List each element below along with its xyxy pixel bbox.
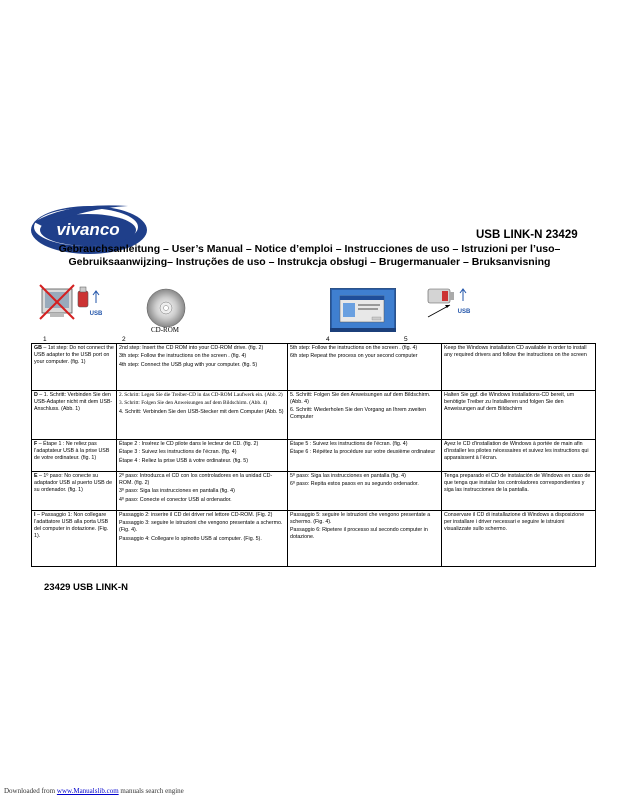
manual-languages-line-2: Gebruiksaanwijzing– Instruções de uso – Instrukcja obsługi – Brugermanualer – Bruksanvisning	[68, 256, 551, 268]
table-cell: Keep the Windows installation CD available in order to install any required drivers and follow the instructions on the screen	[442, 344, 596, 391]
table-cell: Étape 5 : Suivez les instructions de l’écran. (fig. 4) Étape 6 : Répétez la procédure sur votre deuxième ordinateur	[288, 440, 442, 472]
table-cell: F – Étape 1 : Ne reliez pas l’adaptateur USB à la prise USB de votre ordinateur. (fig. 1)	[32, 440, 117, 472]
table-cell: 2nd step: Insert the CD ROM into your CD-ROM drive. (fig. 2) 3th step: Follow the instructions on the screen . (fig. 4) 4th step: Connect the USB plug with your computer. (fig. 5)	[117, 344, 288, 391]
table-cell: Halten Sie ggf. die Windows Installations-CD bereit, um benötigte Treiber zu Installieren und folgen Sie den Anweisungen auf dem Bildschirm	[442, 391, 596, 440]
table-cell: GB – 1st step: Do not connect the USB adapter to the USB port on your computer. (fig. 1)	[32, 344, 117, 391]
figure-5-connect-usb	[424, 283, 478, 321]
table-cell: 5. Schritt: Folgen Sie den Anweisungen auf dem Bildschirm. (Abb. 4) 6. Schritt: Wiederholen Sie den Vorgang an Ihrem zweiten Computer	[288, 391, 442, 440]
table-row-de	[32, 391, 596, 440]
table-cell: 2. Schritt: Legen Sie die Treiber-CD in das CD-ROM Laufwerk ein. (Abb. 2) 3. Schritt: Folgen Sie den Anweisungen auf dem Bildschirm. (Abb. 4) 4. Schritt: Verbinden Sie den USB-Stecker mit dem Computer (Abb. 5)	[117, 391, 288, 440]
table-row-es	[32, 472, 596, 511]
download-note: Downloaded from www.Manualslib.com manuals search engine	[4, 787, 184, 795]
table-cell: 2º paso: Introduzca el CD con los controladores en la unidad CD-ROM. (fig. 2) 3º paso: Siga las instrucciones en pantalla (fig. 4) 4º paso: Conecte el conector USB al ordenador.	[117, 472, 288, 511]
product-code-footer: 23429 USB LINK-N	[44, 582, 128, 593]
figure-number-1: 1	[43, 336, 47, 343]
table-cell: 5th step: Follow the instructions on the screen . (fig. 4) 6th step Repeat the process on your second computer	[288, 344, 442, 391]
svg-text:USB: USB	[89, 311, 103, 317]
table-cell: D – 1. Schritt: Verbinden Sie den USB-Adapter nicht mit dem USB-Anschluss. (Abb. 1)	[32, 391, 117, 440]
figure-number-2: 2	[122, 336, 126, 343]
table-row-it	[32, 511, 596, 567]
figure-1-do-not-connect	[38, 283, 106, 321]
table-cell: E – 1º paso: No conecte su adaptador USB al puerto USB de su ordenador. (fig. 1)	[32, 472, 117, 511]
figure-2-cd-rom	[146, 288, 186, 328]
figure-number-5: 5	[404, 336, 408, 343]
table-row-en	[32, 344, 596, 391]
svg-text:USB: USB	[457, 309, 471, 315]
connect-arrow-icon	[428, 305, 450, 317]
table-cell: Tenga preparado el CD de instalación de Windows en caso de que tenga que instalar los controladores correspondientes y siga las instrucciones de la pantalla.	[442, 472, 596, 511]
figure-number-4: 4	[326, 336, 330, 343]
usb-adapter-icon	[428, 289, 471, 315]
manualslib-link[interactable]: www.Manualslib.com	[56, 787, 119, 795]
table-cell: I – Passaggio 1: Non collegare l’adattatore USB alla porta USB del computer in dotazione. (Fig. 1).	[32, 511, 117, 567]
table-cell: Ayez le CD d’installation de Windows à portée de main afin d’installer les pilotes nécessaires et suivez les instructions qui apparaissent à l’écran.	[442, 440, 596, 472]
table-cell: Conservare il CD di installazione di Windows a disposizione per installare i driver necessari e seguire le istruioni visualizzate sullo schermo.	[442, 511, 596, 567]
table-cell: Étape 2 : Insérez le CD pilote dans le lecteur de CD. (fig. 2) Étape 3 : Suivez les instructions de l’écran. (fig. 4) Étape 4 : Reliez la prise USB à votre ordinateur. (fig. 5)	[117, 440, 288, 472]
table-cell: Passaggio 5: seguire le istruzioni che vengono presentate a schermo. (Fig. 4). Passaggio 6: Ripetere il processo sul secondo computer in dotazione.	[288, 511, 442, 567]
manual-languages-line-1: Gebrauchsanleitung – User’s Manual – Notice d’emploi – Instrucciones de uso – Istruzioni per l’uso–	[58, 243, 561, 255]
svg-text:vivanco: vivanco	[56, 220, 120, 239]
cd-rom-label: CD-ROM	[151, 326, 180, 334]
usb-adapter-icon	[78, 287, 103, 317]
table-row-fr	[32, 440, 596, 472]
table-cell: Passaggio 2: inserire il CD dei driver nel lettore CD-ROM. (Fig. 2) Passaggio 3: seguire le istruzioni che vengono presentate a schermo. (Fig. 4). Passaggio 4: Collegare lo spinotto USB al computer. (Fig. 5).	[117, 511, 288, 567]
product-title: USB LINK-N 23429	[476, 229, 578, 241]
table-cell: 5º paso: Siga las instrucciones en pantalla (fig. 4) 6º paso: Repita estos pasos en su segundo ordenador.	[288, 472, 442, 511]
figure-4-installer-screen	[330, 288, 396, 332]
instructions-table	[31, 343, 596, 567]
